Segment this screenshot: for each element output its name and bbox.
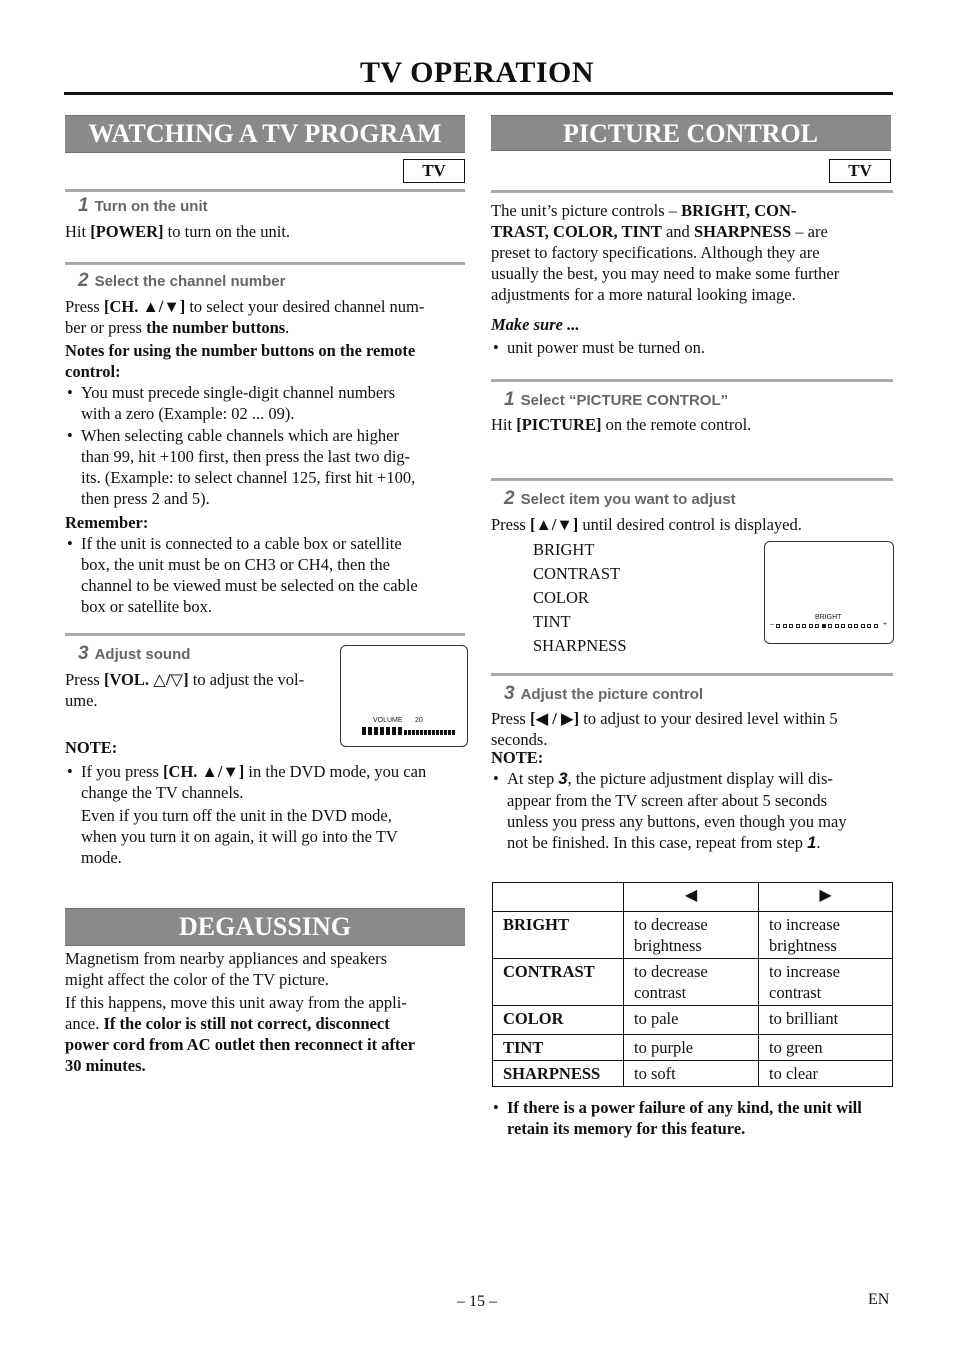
volume-segment (362, 727, 366, 735)
step-rule (491, 478, 893, 481)
volume-segment (436, 730, 439, 735)
step-rule (65, 189, 465, 192)
volume-segment (432, 730, 435, 735)
bright-segment (815, 624, 819, 628)
bright-segment (796, 624, 800, 628)
bright-screen-label: BRIGHT (815, 614, 842, 621)
volume-segment (408, 730, 411, 735)
note-bullet: • You must precede single-digit channel numbers with a zero (Example: 02 ... 09). (65, 382, 470, 424)
bright-segment (867, 624, 871, 628)
volume-segment (412, 730, 415, 735)
list-item: TINT (533, 612, 571, 631)
volume-segment (380, 727, 384, 735)
power-failure-note: • If there is a power failure of any kind, the unit will retain its memory for this feature. (491, 1097, 896, 1139)
tv-badge: TV (829, 159, 891, 183)
bright-segment (809, 624, 813, 628)
volume-segment (440, 730, 443, 735)
volume-segment (420, 730, 423, 735)
volume-segment (444, 730, 447, 735)
step-rule (65, 262, 465, 265)
picture-control-table (492, 882, 893, 1087)
table-row: TINT to purple to green (493, 1035, 893, 1061)
step-2-body: Press [CH. ▲/▼] to select your desired channel num- ber or press the number buttons. Notes for using the number buttons on the remote control: • You must precede single-digit channel numbers with a zero (Example: 02 ... 09). • When selecting cable channels which are higher than 99, hit +100 first, then press the last two dig- its. (Example: to select channel 125, first hit +100, then press 2 and 5). Remember: • If the unit is connected to a cable box or satellite box, the unit must be on CH3 or CH4, then the channel to be viewed must be selected on the cable box or satellite box. (65, 296, 470, 617)
volume-segment (452, 730, 455, 735)
volume-segment (404, 730, 407, 735)
section-heading-picture-control: PICTURE CONTROL (491, 115, 891, 151)
volume-segment (392, 727, 396, 735)
bright-segment (783, 624, 787, 628)
table-row: CONTRAST to decrease contrast to increase contrast (493, 959, 893, 1006)
step-3-body: Press [◀ / ▶] to adjust to your desired level within 5 seconds. NOTE: • At step 3, the picture adjustment display will dis- appear from the TV screen after about 5 seconds unless you press any buttons, even though you may not be finished. In this case, repeat from step 1. (491, 708, 896, 854)
plus-sign: + (883, 621, 888, 628)
bright-segment (841, 624, 845, 628)
page-title: TV OPERATION (359, 56, 595, 89)
table-row: SHARPNESS to soft to clear (493, 1061, 893, 1087)
volume-screen (340, 645, 468, 747)
bright-segment (802, 624, 806, 628)
bright-segment (874, 624, 878, 628)
note-bullet: • When selecting cable channels which are higher than 99, hit +100 first, then press the last two dig- its. (Example: to select channel 125, first hit +100, then press 2 and 5). (65, 425, 470, 509)
step-3-text: Press [VOL. △/▽] to adjust the vol- ume. (65, 670, 305, 710)
volume-segment (424, 730, 427, 735)
tv-badge: TV (403, 159, 465, 183)
table-header-row (493, 883, 893, 912)
step-1-label: 1 Turn on the unit (78, 195, 208, 216)
bright-segment (776, 624, 780, 628)
bright-segment (861, 624, 865, 628)
step-2-label: 2 Select the channel number (78, 270, 286, 291)
step-3-label: 3 Adjust sound (78, 643, 191, 664)
step-1-text: Hit [POWER] to turn on the unit. (65, 222, 291, 241)
remember-bullet: • If the unit is connected to a cable box or satellite box, the unit must be on CH3 or CH4, then the channel to be viewed must be selected on the cable box or satellite box. (65, 533, 470, 617)
step-rule (491, 673, 893, 676)
step-2-text: Press [▲/▼] until desired control is displayed. (491, 515, 802, 534)
list-item: BRIGHT (533, 540, 595, 559)
list-item: SHARPNESS (533, 636, 627, 655)
table-row: COLOR to pale to brilliant (493, 1006, 893, 1035)
step-rule (491, 190, 893, 193)
degaussing-body: Magnetism from nearby appliances and speakers might affect the color of the TV picture. If this happens, move this unit away from the appli- ance. If the color is still not correct, disconnect power cord from AC outlet then reconnect it after 30 minutes. (65, 949, 416, 1075)
step-rule (65, 633, 465, 636)
bright-segment (822, 624, 826, 628)
volume-segment (416, 730, 419, 735)
bright-segment (789, 624, 793, 628)
volume-screen-value: 20 (415, 717, 423, 724)
volume-segment (398, 727, 402, 735)
language-code: EN (868, 1291, 890, 1308)
page-number: – 15 – (457, 1293, 497, 1310)
step-number: 1 (78, 195, 89, 216)
bright-segment (854, 624, 858, 628)
section-heading-degaussing: DEGAUSSING (65, 908, 465, 946)
left-arrow-header: ◀ (624, 883, 759, 912)
volume-segment (368, 727, 372, 735)
step-3-label: 3 Adjust the picture control (504, 683, 704, 704)
volume-screen-label: VOLUME (373, 717, 403, 724)
right-arrow-header: ▶ (759, 883, 893, 912)
volume-segment (386, 727, 390, 735)
bright-segment (848, 624, 852, 628)
bright-segment (828, 624, 832, 628)
picture-intro: The unit’s picture controls – BRIGHT, CON- TRAST, COLOR, TINT and SHARPNESS – are preset to factory specifications. Although they are usually the best, you may need to make some further adjustments for a more natural looking image. Make sure ... • unit power must be turned on. (491, 200, 896, 358)
list-item: CONTRAST (533, 564, 621, 583)
minus-sign: – (770, 621, 774, 628)
step-rule (491, 379, 893, 382)
section-heading-watching: WATCHING A TV PROGRAM (65, 115, 465, 153)
list-item: COLOR (533, 588, 589, 607)
picture-item-list (533, 538, 627, 658)
table-row: BRIGHT to decrease brightness to increase brightness (493, 912, 893, 959)
step-2-label: 2 Select item you want to adjust (504, 488, 736, 509)
bright-screen (764, 541, 894, 644)
volume-segment (448, 730, 451, 735)
volume-segment (374, 727, 378, 735)
step-1-text: Hit [PICTURE] on the remote control. (491, 415, 752, 434)
step-3-note: NOTE: • If you press [CH. ▲/▼] in the DVD mode, you can change the TV channels. Even if you turn off the unit in the DVD mode, when you turn it on again, it will go into the TV mode. (65, 737, 470, 868)
volume-segment (428, 730, 431, 735)
step-1-label: 1 Select “PICTURE CONTROL” (504, 389, 729, 410)
title-rule (64, 92, 893, 95)
bright-segment (835, 624, 839, 628)
